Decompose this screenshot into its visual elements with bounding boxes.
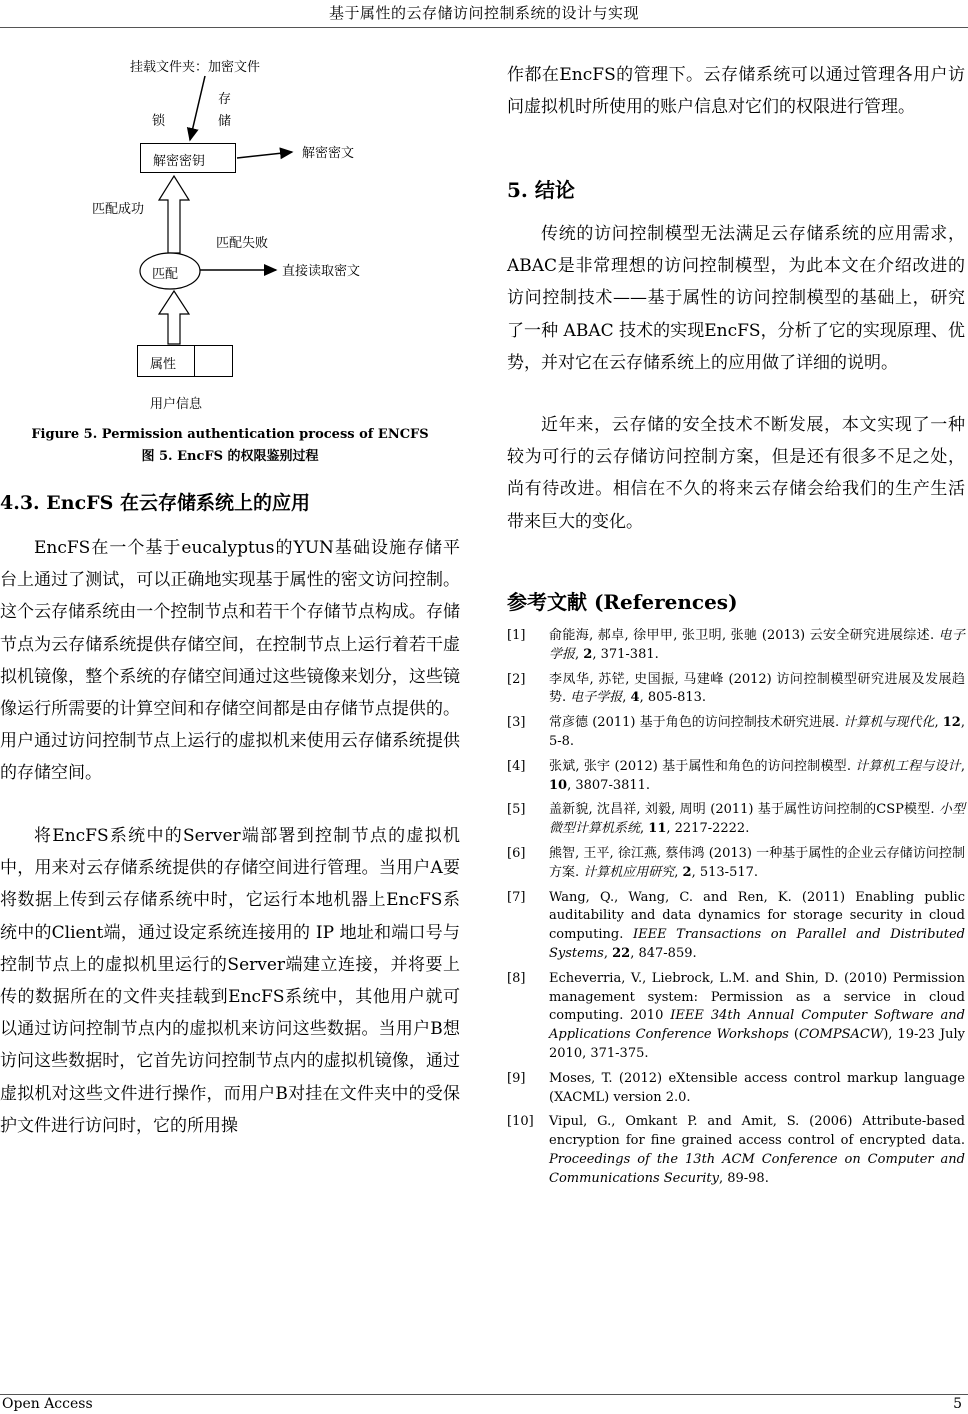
reference-item [507, 801, 965, 839]
decrypt-key-label: 解密密钥 [153, 154, 206, 169]
attribute-box [137, 345, 233, 377]
reference-part-i: Proceedings of the 13th ACM Conference on Computer and Communications Security [549, 1151, 965, 1186]
arrow-match-success [159, 176, 189, 253]
arrow-store [190, 76, 205, 140]
reference-part-i: 计算机工程与设计 [855, 758, 961, 774]
reference-part-c: , 805-813. [639, 690, 707, 706]
reference-part-b: , [640, 821, 649, 837]
reference-part-c: , 371-381. [592, 646, 659, 662]
reference-part-a: 常彦德 (2011) 基于角色的访问控制技术研究进展. [549, 715, 844, 731]
right-paragraph-0: 作都在EncFS的管理下。云存储系统可以通过管理各用户访问虚拟机时所使用的账户信息对它们的权限进行管理。 [507, 65, 965, 118]
reference-part-a: 熊智, 王平, 徐江燕, 蔡伟鸿 (2013) 一种基于属性的企业云存储访问控制方案. [549, 845, 965, 880]
header-rule [0, 27, 968, 28]
reference-part-bold: 12 [942, 715, 961, 731]
left-paragraph-2: 将EncFS系统中的Server端部署到控制节点的虚拟机中，用来对云存储系统提供的存储空间进行管理。当用户A要将数据上传到云存储系统中时，它运行本地机器上EncFS系统中的Client端，通过设定系统连接用的 IP 地址和端口号与控制节点上的虚拟机里运行的Server端建立连接，并将要上传的数据所在的文件夹挂载到EncFS系统中，其他用户就可以通过访问控制节点内的虚拟机来访问这些数据。当用户B想访问这些数据时，它首先访问控制节点内的虚拟机镜像，通过虚拟机对这些文件进行操作，而用户B对挂在文件夹中的受保护文件进行访问时，它的所用操 [0, 826, 460, 1136]
reference-text [549, 758, 965, 796]
reference-part-bold: 10 [549, 777, 568, 793]
reference-part-b: , [575, 646, 584, 662]
reference-part-i: 计算机与现代化 [843, 715, 935, 731]
attribute-label: 属性 [150, 357, 177, 372]
label-match-success: 匹配成功 [92, 202, 145, 217]
figure-caption-zh: 图 5. EncFS 的权限鉴别过程 [141, 449, 319, 464]
reference-text [549, 1113, 965, 1188]
reference-text [549, 845, 965, 883]
reference-part-i: 小型微型计算机系统 [549, 802, 965, 837]
reference-number: [9] [507, 1070, 526, 1086]
reference-number: [3] [507, 715, 526, 731]
reference-text [549, 970, 965, 1064]
running-header: 基于属性的云存储访问控制系统的设计与实现 [328, 4, 639, 22]
reference-text [549, 671, 965, 709]
reference-part-a: Echeverria, V., Liebrock, L.M. and Shin, D. (2010) Permission management system: Permission as a service in cloud computing. 2010 [549, 970, 965, 1024]
reference-part-bold: 11 [648, 821, 667, 837]
reference-number: [2] [507, 671, 526, 687]
reference-item [507, 1070, 965, 1108]
reference-part-c: , 513-517. [691, 864, 759, 880]
footer-rule [0, 1394, 968, 1395]
reference-part-bold: 4 [630, 690, 640, 706]
reference-item [507, 970, 965, 1064]
reference-part-c: , 847-859. [630, 945, 697, 961]
reference-part-bold: 2 [583, 646, 593, 662]
reference-number: [10] [507, 1114, 534, 1130]
reference-part-i: 电子学报 [570, 690, 623, 706]
reference-part-b: , [622, 690, 631, 706]
reference-part-b: ( [788, 1027, 799, 1043]
reference-part-bold: 2 [682, 864, 692, 880]
reference-item [507, 889, 965, 964]
label-match-fail: 匹配失败 [216, 236, 269, 251]
reference-part-a: 盖新貌, 沈昌祥, 刘毅, 周明 (2011) 基于属性访问控制的CSP模型. [549, 802, 939, 818]
footer-open-access: Open Access [2, 1396, 93, 1412]
section-title-conclusion: 5. 结论 [507, 178, 575, 202]
reference-number: [4] [507, 758, 526, 774]
conclusion-paragraph-1: 传统的访问控制模型无法满足云存储系统的应用需求，ABAC是非常理想的访问控制模型，为此本文在介绍改进的访问控制技术——基于属性的访问控制模型的基础上，研究了一种 ABAC 技术的实现EncFS，分析了它的实现原理、优势，并对它在云存储系统上的应用做了详细的说明。 [507, 224, 965, 373]
reference-part-b: , [674, 864, 683, 880]
reference-text [549, 801, 965, 839]
label-lock: 锁 [152, 114, 166, 129]
reference-part-a: 张斌, 张宇 (2012) 基于属性和角色的访问控制模型. [549, 758, 856, 774]
reference-part-a: 李凤华, 苏铓, 史国振, 马建峰 (2012) 访问控制模型研究进展及发展趋势. [549, 671, 965, 706]
figure-caption-en: Figure 5. Permission authentication process of ENCFS [31, 427, 429, 442]
left-paragraph-1: EncFS在一个基于eucalyptus的YUN基础设施存储平台上通过了测试，可以正确地实现基于属性的密文访问控制。这个云存储系统由一个控制节点和若干个存储节点构成。存储节点为云存储系统提供存储空间，在控制节点上运行着若干虚拟机镜像，整个系统的存储空间通过这些镜像来划分，这些镜像运行所需要的计算空间和存储空间都是由存储节点提供的。用户通过访问控制节点上运行的虚拟机来使用云存储系统提供的存储空间。 [0, 538, 460, 784]
figure-5 [80, 48, 460, 418]
reference-part-a: Vipul, G., Omkant P. and Amit, S. (2006) Attribute-based encryption for fine grained access control of encrypted data. [549, 1114, 965, 1149]
references-list [507, 627, 965, 1195]
reference-text [549, 714, 965, 752]
reference-text [549, 1070, 965, 1108]
reference-number: [6] [507, 845, 526, 861]
section-title-4-3: 4.3. EncFS 在云存储系统上的应用 [0, 492, 310, 514]
label-store-2: 储 [218, 114, 232, 129]
reference-part-c: , 5-8. [549, 715, 965, 749]
reference-part-a: 俞能海, 郝卓, 徐甲甲, 张卫明, 张驰 (2013) 云安全研究进展综述. [549, 628, 939, 643]
label-decrypt-cipher: 解密密文 [302, 146, 355, 161]
reference-item [507, 671, 965, 709]
references-title: 参考文献 (References) [507, 590, 738, 614]
reference-text [549, 627, 965, 665]
reference-text [549, 889, 965, 964]
reference-part-i: IEEE Transactions on Parallel and Distributed Systems [549, 927, 965, 961]
label-match: 匹配 [152, 267, 179, 282]
reference-part-i2: COMPSACW [798, 1027, 884, 1043]
reference-part-b: , [603, 945, 613, 961]
reference-number: [1] [507, 628, 526, 643]
attribute-divider [194, 346, 195, 376]
arrow-attribute [159, 291, 189, 344]
reference-part-c: , 3807-3811. [567, 777, 651, 793]
reference-part-a: Wang, Q., Wang, C. and Ren, K. (2011) Enabling public auditability and data dynamics for storage security in cloud computing. [549, 889, 965, 943]
reference-number: [8] [507, 970, 526, 986]
arrow-decrypt [237, 152, 292, 158]
reference-part-b: , [934, 715, 943, 731]
reference-item [507, 758, 965, 796]
reference-item [507, 714, 965, 752]
reference-part-c2: ), 19-23 July 2010, 371-375. [549, 1027, 966, 1061]
reference-item [507, 845, 965, 883]
reference-part-i: 电子学报 [549, 628, 965, 662]
reference-number: [5] [507, 802, 526, 818]
reference-number: [7] [507, 889, 526, 905]
label-store-1: 存 [218, 92, 232, 107]
reference-part-bold: 22 [612, 945, 631, 961]
page-number: 5 [953, 1396, 962, 1412]
reference-part-i: IEEE 34th Annual Computer Software and Applications Conference Workshops [549, 1008, 965, 1043]
label-read-cipher: 直接读取密文 [282, 264, 361, 279]
conclusion-paragraph-2: 近年来，云存储的安全技术不断发展，本文实现了一种较为可行的云存储访问控制方案，但是还有很多不足之处，尚有待改进。相信在不久的将来云存储会给我们的生产生活带来巨大的变化。 [507, 415, 965, 532]
label-user-info: 用户信息 [150, 397, 203, 412]
reference-part-c: , 2217-2222. [666, 821, 750, 837]
reference-part-b: , [960, 758, 965, 774]
reference-part-a: Moses, T. (2012) eXtensible access control markup language (XACML) version 2.0. [549, 1070, 965, 1105]
reference-part-i: 计算机应用研究 [583, 864, 675, 880]
decrypt-key-box [140, 143, 236, 173]
reference-item [507, 1113, 965, 1188]
reference-part-b: , 89-98. [718, 1170, 769, 1186]
label-mount: 挂载文件夹：加密文件 [130, 60, 261, 75]
reference-item [507, 627, 965, 665]
